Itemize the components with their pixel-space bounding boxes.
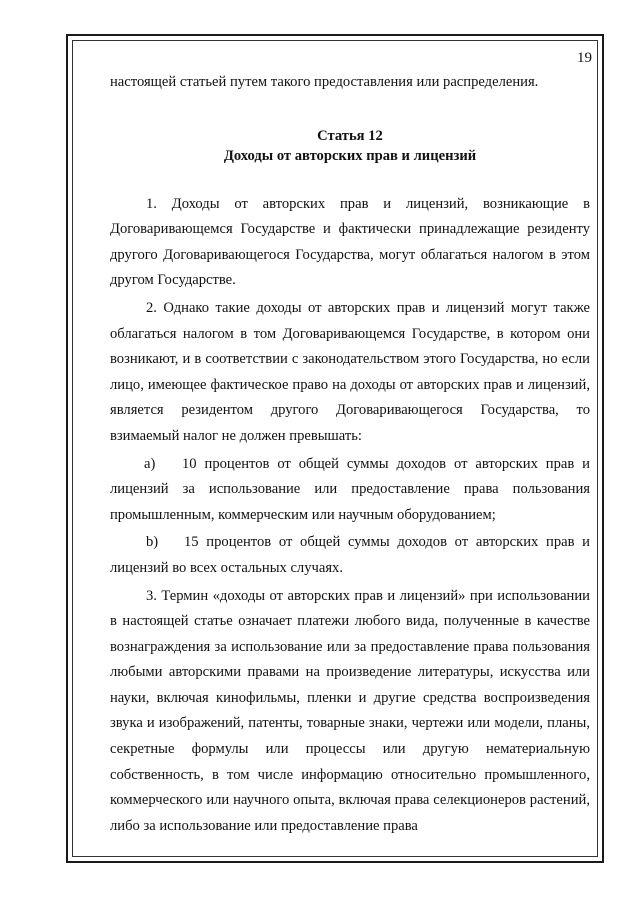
list-marker-b: b) [146, 534, 159, 551]
article-title: Доходы от авторских прав и лицензий [223, 147, 477, 164]
article-number: Статья 12 [317, 127, 383, 144]
list-item-b [110, 530, 590, 581]
paragraph-2: 2. Однако такие доходы от авторских прав и лицензий могут также облагаться налогом в том Договаривающемся Государстве, в котором они возникают, и в соответствии с законодательством этого Государства, но если лицо, имеющее фактическое право на доходы от авторских прав и лицензий, является резидентом другого Договаривающегося Государства, то взимаемый налог не должен превышать: [110, 299, 590, 444]
document-body [110, 70, 590, 839]
paragraph-1: 1. Доходы от авторских прав и лицензий, возникающие в Договаривающемся Государстве и фактически принадлежащие резиденту другого Договаривающегося Государства, могут облагаться налогом в этом другом Государстве. [110, 195, 590, 289]
page-number: 19 [577, 50, 592, 66]
list-text-b: 15 процентов от общей суммы доходов от авторских прав и лицензий во всех остальных случаях. [110, 534, 590, 576]
continuation-line: настоящей статьей путем такого предоставления или распределения. [110, 74, 539, 90]
list-marker-a: a) [144, 455, 156, 472]
paragraph-3: 3. Термин «доходы от авторских прав и лицензий» при использовании в настоящей статье означает платежи любого вида, полученные в качестве вознаграждения за использование или за предоставление права пользования любыми авторскими правами на произведение литературы, искусства или науки, включая кинофильмы, пленки и другие средства воспроизведения звука и изображений, патенты, товарные знаки, чертежи или модели, планы, секретные формулы или процессы или другую нематериальную собственность, в том числе информацию относительно промышленного, коммерческого или научного опыта, включая права селекционеров растений, либо за использование или предоставление права [110, 587, 590, 834]
list-text-a: 10 процентов от общей суммы доходов от авторских прав и лицензий за использование или предоставление права пользования промышленным, коммерческим или научным оборудованием; [110, 455, 590, 523]
list-item-a [110, 452, 590, 529]
article-heading [110, 126, 590, 166]
